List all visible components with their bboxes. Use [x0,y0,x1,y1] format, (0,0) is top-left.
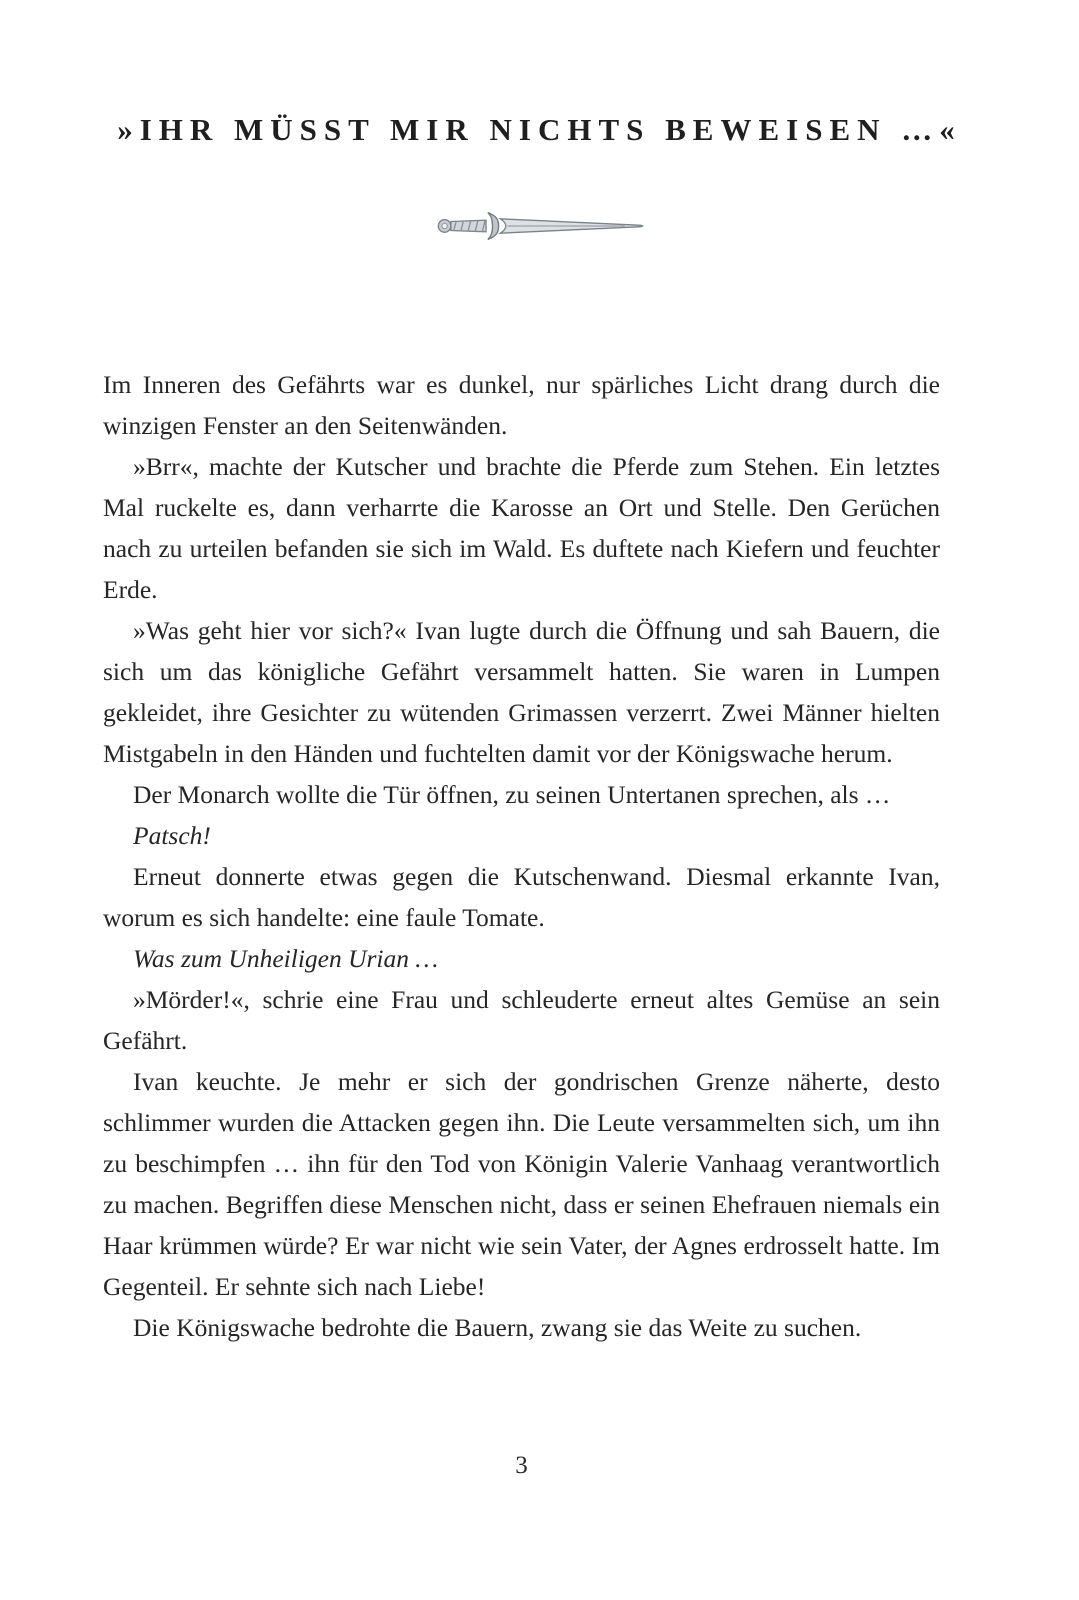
chapter-title: »IHR MÜSST MIR NICHTS BEWEISEN …« [117,112,962,147]
paragraph: Ivan keuchte. Je mehr er sich der gondrischen Grenze näherte, desto schlimmer wurden die Attacken gegen ihn. Die Leute versammelten sich, um ihn zu beschimpfen … ihn für den Tod von Königin Valerie Vanhaag verantwortlich zu machen. Begriffen diese Menschen nicht, dass er seinen Ehefrauen niemals ein Haar krümmen würde? Er war nicht wie sein Vater, der Agnes erdrosselt hatte. Im Gegenteil. Er sehnte sich nach Liebe! [103,1067,940,1301]
paragraph: »Brr«, machte der Kutscher und brachte die Pferde zum Stehen. Ein letztes Mal ruckelte es, dann verharrte die Karosse an Ort und Stelle. Den Gerüchen nach zu urteilen befanden sie sich im Wald. Es duftete nach Kiefern und feuchter Erde. [103,452,940,604]
page-number: 3 [515,1452,528,1479]
paragraph: Patsch! [133,821,211,850]
paragraph: Was zum Unheiligen Urian … [133,944,439,973]
body-text [0,364,1079,1348]
paragraph: Der Monarch wollte die Tür öffnen, zu seinen Untertanen sprechen, als … [133,780,891,809]
paragraph: Im Inneren des Gefährts war es dunkel, nur spärliches Licht drang durch die winzigen Fenster an den Seitenwänden. [103,370,940,440]
paragraph: »Was geht hier vor sich?« Ivan lugte durch die Öffnung und sah Bauern, die sich um das königliche Gefährt versammelt hatten. Sie waren in Lumpen gekleidet, ihre Gesichter zu wütenden Grimassen verzerrt. Zwei Männer hielten Mistgabeln in den Händen und fuchtelten damit vor der Königswache herum. [103,616,940,768]
paragraph: Erneut donnerte etwas gegen die Kutschenwand. Diesmal erkannte Ivan, worum es sich handelte: eine faule Tomate. [103,862,940,932]
paragraph: »Mörder!«, schrie eine Frau und schleuderte erneut altes Gemüse an sein Gefährt. [103,985,940,1055]
paragraph: Die Königswache bedrohte die Bauern, zwang sie das Weite zu suchen. [133,1313,862,1342]
dagger-icon [0,206,1079,246]
